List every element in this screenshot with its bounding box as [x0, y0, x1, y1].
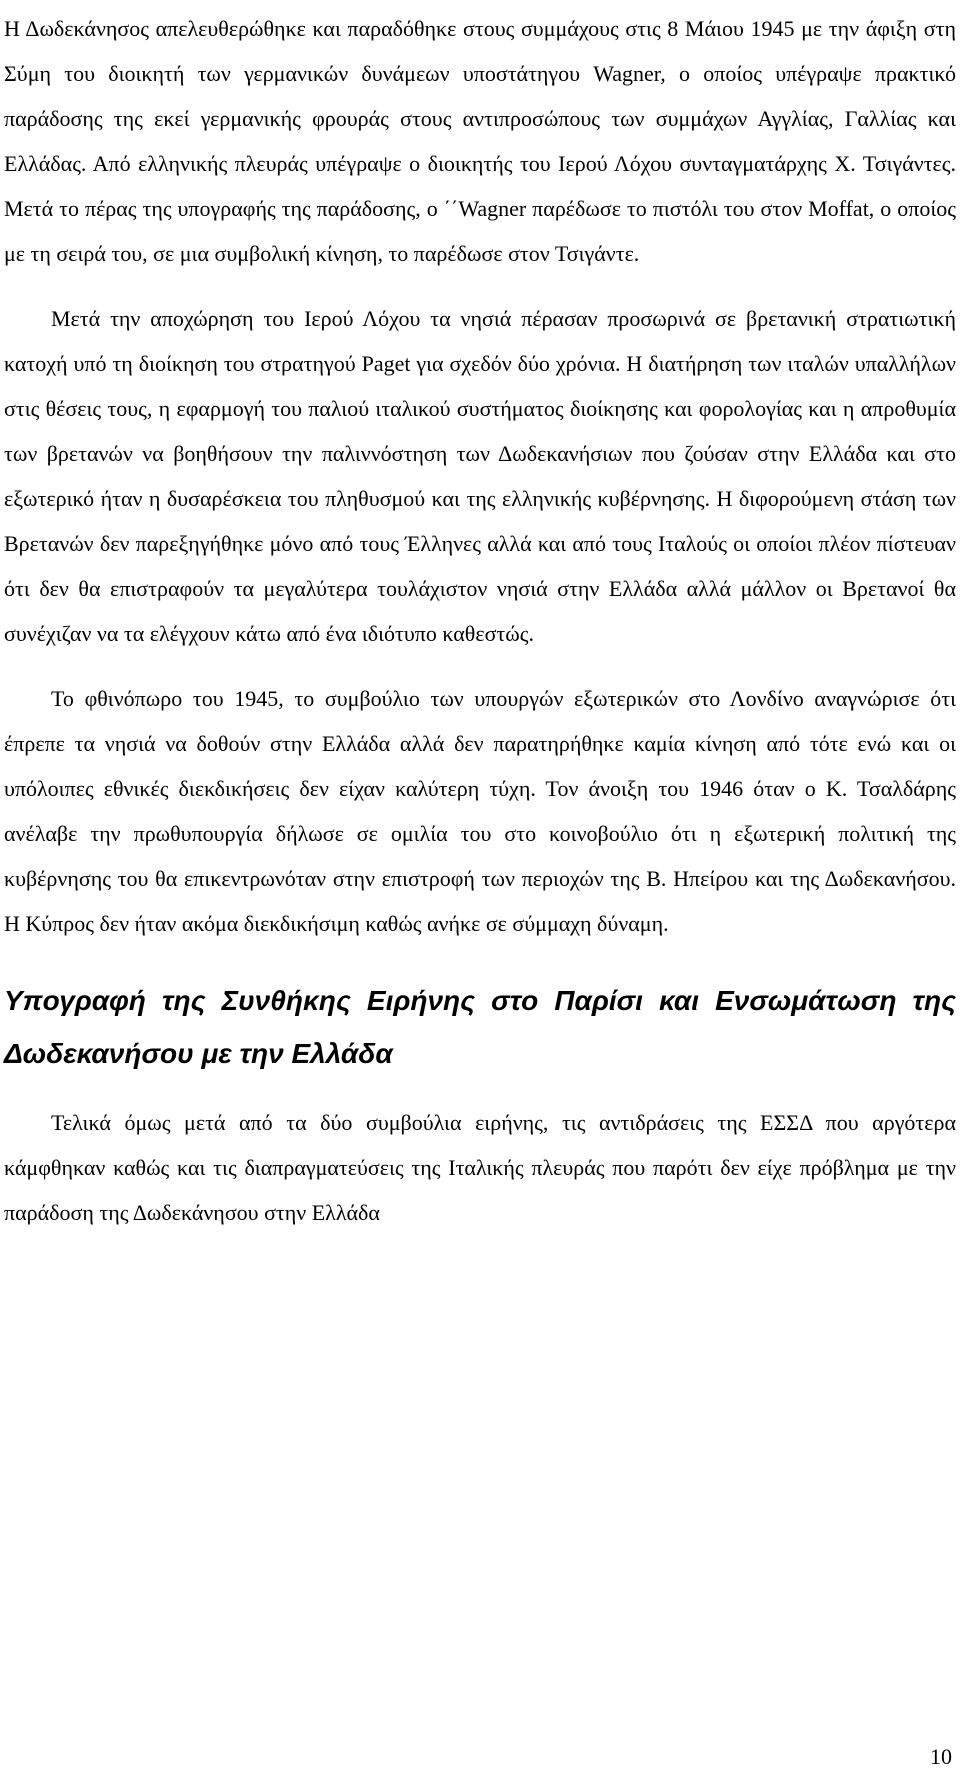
- paragraph-paris-treaty: Τελικά όμως μετά από τα δύο συμβούλια ειρήνης, τις αντιδράσεις της ΕΣΣΔ που αργότερα κάμφθηκαν καθώς και τις διαπραγματεύσεις της Ιταλικής πλευράς που παρότι δεν είχε πρόβλημα με την παράδοση της Δωδεκάνησου στην Ελλάδα: [4, 1110, 956, 1225]
- paragraph-london-council: Το φθινόπωρο του 1945, το συμβούλιο των υπουργών εξωτερικών στο Λονδίνο αναγνώρισε ότι έπρεπε τα νησιά να δοθούν στην Ελλάδα αλλά δεν παρατηρήθηκε καμία κίνηση από τότε ενώ και οι υπόλοιπες εθνικές διεκδικήσεις δεν είχαν καλύτερη τύχη. Τον άνοιξη του 1946 όταν ο Κ. Τσαλδάρης ανέλαβε την πρωθυπουργία δήλωσε σε ομιλία του στο κοινοβούλιο ότι η εξωτερική πολιτική της κυβέρνησης του θα επικεντρωνόταν στην επιστροφή των περιοχών της Β. Ηπείρου και της Δωδεκανήσου. Η Κύπρος δεν ήταν ακόμα διεκδικήσιμη καθώς ανήκε σε σύμμαχη δύναμη.: [4, 686, 956, 936]
- paragraph-british-occupation: Μετά την αποχώρηση του Ιερού Λόχου τα νησιά πέρασαν προσωρινά σε βρετανική στρατιωτική κατοχή υπό τη διοίκηση του στρατηγού Paget για σχεδόν δύο χρόνια. Η διατήρηση των ιταλών υπαλλήλων στις θέσεις τους, η εφαρμογή του παλιού ιταλικού συστήματος διοίκησης και φορολογίας και η απροθυμία των βρετανών να βοηθήσουν την παλιννόστηση των Δωδεκανήσιων που ζούσαν στην Ελλάδα και στο εξωτερικό ήταν η δυσαρέσκεια του πληθυσμού και της ελληνικής κυβέρνησης. Η διφορούμενη στάση των Βρετανών δεν παρεξηγήθηκε μόνο από τους Έλληνες αλλά και από τους Ιταλούς οι οποίοι πλέον πίστευαν ότι δεν θα επιστραφούν τα μεγαλύτερα τουλάχιστον νησιά στην Ελλάδα αλλά μάλλον οι Βρετανοί θα συνέχιζαν να τα ελέγχουν κάτω από ένα ιδιότυπο καθεστώς.: [4, 306, 956, 646]
- section-heading: Υπογραφή της Συνθήκης Ειρήνης στο Παρίσι και Ενσωμάτωση της Δωδεκανήσου με την Ελλάδα: [4, 985, 956, 1069]
- paragraph-liberation: Η Δωδεκάνησος απελευθερώθηκε και παραδόθηκε στους συμμάχους στις 8 Μάιου 1945 με την άφιξη στη Σύμη του διοικητή των γερμανικών δυνάμεων υποστάτηγου Wagner, ο οποίος υπέγραψε πρακτικό παράδοσης της εκεί γερμανικής φρουράς στους αντιπροσώπους των συμμάχων Αγγλίας, Γαλλίας και Ελλάδας. Από ελληνικής πλευράς υπέγραψε ο διοικητής του Ιερού Λόχου συνταγματάρχης Χ. Τσιγάντες. Μετά το πέρας της υπογραφής της παράδοσης, ο ΄΄Wagner παρέδωσε το πιστόλι του στον Moffat, ο οποίος με τη σειρά του, σε μια συμβολική κίνηση, το παρέδωσε στον Τσιγάντε.: [4, 16, 956, 266]
- page-number: 10: [930, 1744, 952, 1769]
